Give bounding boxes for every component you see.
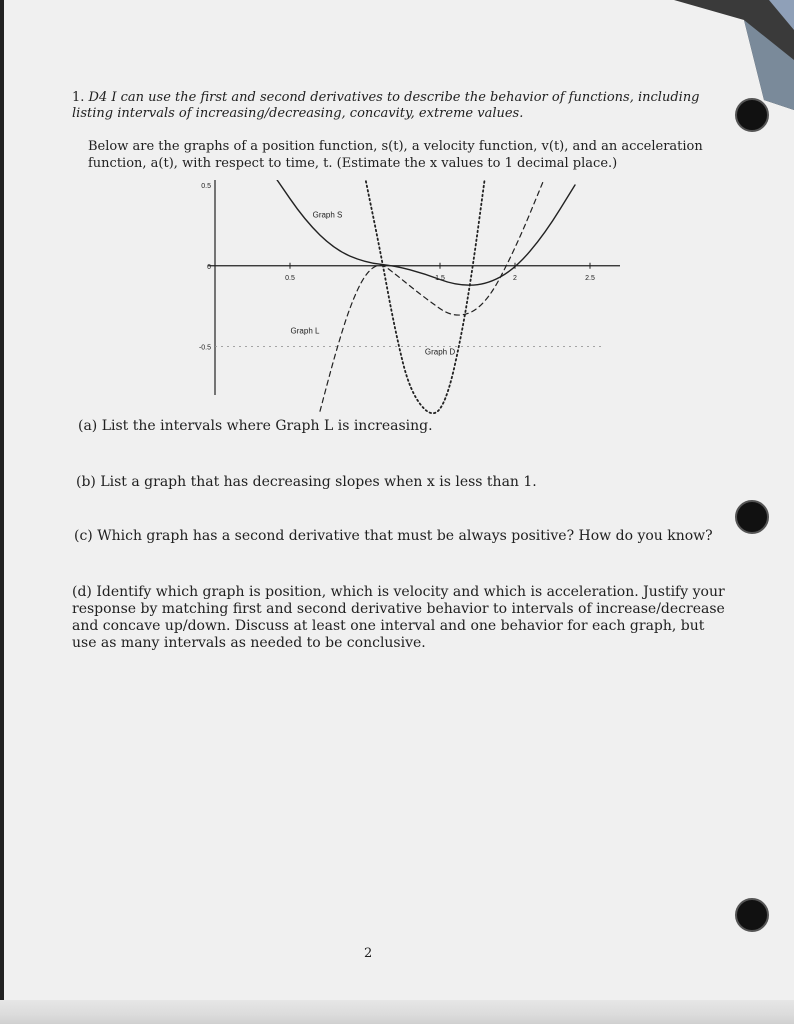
binder-hole-bottom	[735, 898, 769, 932]
x-tick-label: 2.5	[585, 274, 595, 282]
series-graph-l	[320, 180, 545, 411]
derivative-graphs	[170, 180, 630, 420]
graph-label: Graph D	[424, 347, 456, 357]
x-tick-label: 1.5	[435, 274, 445, 282]
graph-svg	[170, 180, 630, 420]
learning-target: D4 I can use the first and second derivatives to describe the behavior of functions, including listing intervals of increasing/decreasing, concavity, extreme values.	[72, 90, 700, 121]
y-tick-label: 0.5	[201, 183, 211, 190]
y-tick-label: 0	[207, 263, 211, 271]
page-number: 2	[364, 946, 373, 961]
binder-hole-top	[735, 98, 769, 132]
series-graph-d	[365, 180, 485, 413]
part-c-prompt: (c) Which graph has a second derivative that must be always positive? How do you know?	[74, 528, 713, 544]
graph-label: Graph S	[312, 210, 343, 220]
question-number: 1.	[72, 90, 85, 105]
part-a-prompt: (a) List the intervals where Graph L is increasing.	[78, 418, 433, 434]
part-d-prompt: (d) Identify which graph is position, which is velocity and which is acceleration. Justify your response by matching first and second derivative behavior to intervals of increase/decrease and concave up/down. Discuss at least one interval and one behavior for each graph, but use as many intervals as needed to be conclusive.	[72, 584, 725, 651]
part-b-prompt: (b) List a graph that has decreasing slopes when x is less than 1.	[76, 474, 537, 490]
graph-label: Graph L	[290, 326, 320, 336]
binder-hole-middle	[735, 500, 769, 534]
scan-edge-left	[0, 0, 4, 1024]
question-header	[72, 90, 732, 122]
series-graph-s	[275, 180, 575, 285]
x-tick-label: 0.5	[285, 274, 295, 282]
x-tick-label: 2	[513, 274, 517, 282]
scan-edge-bottom	[0, 1000, 794, 1024]
y-tick-label: -0.5	[198, 344, 211, 352]
question-intro: Below are the graphs of a position function, s(t), a velocity function, v(t), and an acceleration function, a(t), with respect to time, t. (Estimate the x values to 1 decimal place.)	[88, 139, 703, 171]
